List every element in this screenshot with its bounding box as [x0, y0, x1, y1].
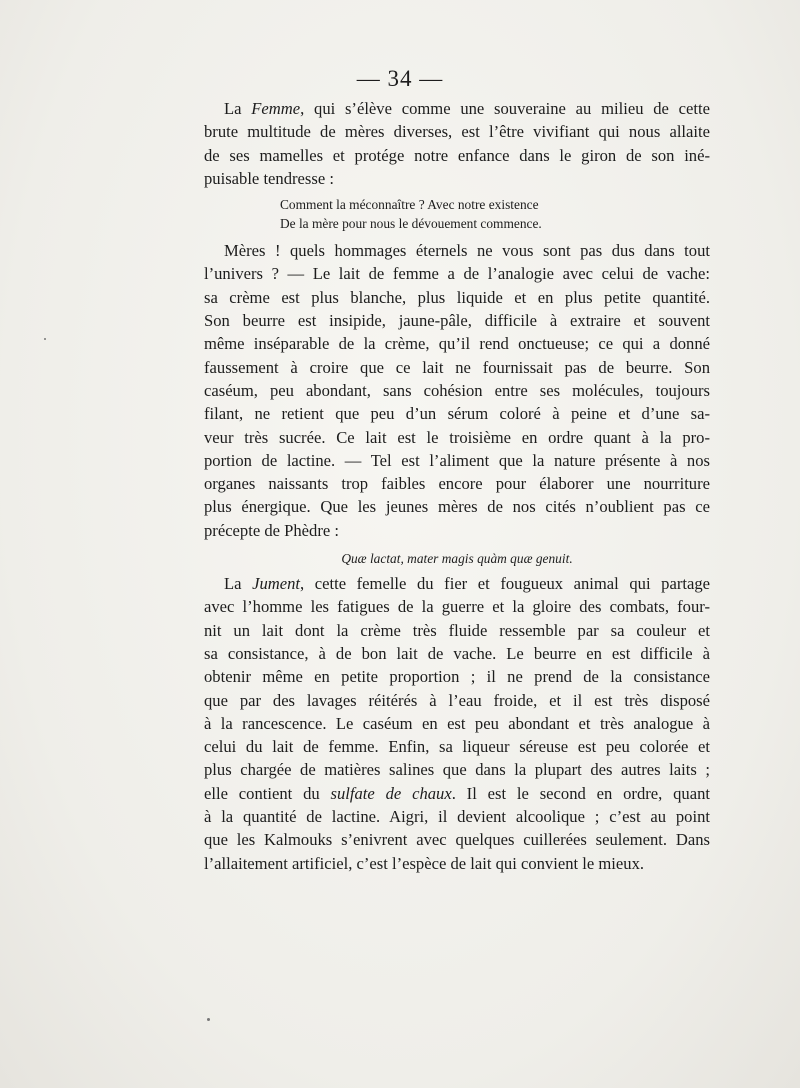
emphasis-jument: Jument: [252, 574, 301, 594]
latin-quote: Quæ lactat, mater magis quàm quæ genuit.: [341, 551, 573, 567]
text-line: caséum, peu abondant, sans cohésion entre ses molécules, toujours: [204, 380, 710, 400]
text-line: portion de lactine. — Tel est l’aliment que la nature présente à nos: [204, 450, 710, 470]
text-line: à la quantité de lactine. Aigri, il devient alcoolique ; c’est au point: [204, 807, 710, 827]
text-line: filant, ne retient que peu d’un sérum coloré à peine et d’une sa-: [204, 404, 710, 424]
text-line: celui du lait de femme. Enfin, sa liqueur séreuse est peu colorée et: [204, 737, 710, 757]
text-line: veur très sucrée. Ce lait est le troisième en ordre quant à la pro-: [204, 427, 710, 447]
text-line: nit un lait dont la crème très fluide ressemble par sa couleur et: [204, 620, 710, 640]
text-line: plus énergique. Que les jeunes mères de nos cités n’oublient pas ce: [204, 497, 710, 517]
text-line: que par des lavages réitérés à l’eau froide, et il est très disposé: [204, 690, 710, 710]
verse-quote: [280, 195, 710, 233]
text-line: sa consistance, à de bon lait de vache. Le beurre en est difficile à: [204, 643, 710, 663]
text-line: Son beurre est insipide, jaune-pâle, difficile à extraire et souvent: [204, 311, 710, 331]
body-text: [204, 97, 710, 875]
text-line: à la rancescence. Le caséum en est peu abondant et très analogue à: [204, 713, 710, 733]
text-line: l’allaitement artificiel, c’est l’espèce de lait qui convient le mieux.: [204, 853, 645, 873]
text-line: La Femme, qui s’élève comme une souveraine au milieu de cette: [224, 99, 710, 118]
verse-line-1: Comment la méconnaître ? Avec notre existence: [280, 197, 539, 213]
text-line: sa crème est plus blanche, plus liquide et en plus petite quantité.: [204, 287, 710, 307]
text-line: avec l’homme les fatigues de la guerre et la gloire des combats, four-: [204, 597, 710, 617]
text-line: l’univers ? — Le lait de femme a de l’analogie avec celui de vache:: [204, 264, 710, 284]
page-number: — 34 —: [356, 66, 444, 91]
paragraph-jument: [204, 572, 710, 875]
emphasis-sulfate: sulfate de chaux: [330, 783, 452, 803]
text-line: La Jument, cette femelle du fier et fougueux animal qui partage: [224, 574, 710, 594]
text-line: brute multitude de mères diverses, est l’être vivifiant qui nous allaite: [204, 122, 710, 142]
paper-speck: [207, 1018, 210, 1021]
text-line: plus chargée de matières salines que dans la plupart des autres laits ;: [204, 760, 710, 780]
paper-speck: [44, 338, 46, 340]
text-line: organes naissants trop faibles encore pour élaborer une nourriture: [204, 474, 710, 494]
text-line: que les Kalmouks s’enivrent avec quelques cuillerées seulement. Dans: [204, 830, 710, 850]
text-line: faussement à croire que ce lait ne fournissait pas de beurre. Son: [204, 357, 710, 377]
text-line: elle contient du sulfate de chaux. Il est le second en ordre, quant: [204, 783, 710, 803]
emphasis-femme: Femme: [251, 99, 301, 118]
text-line: obtenir même en petite proportion ; il ne prend de la consistance: [204, 667, 710, 687]
verse-line-2: De la mère pour nous le dévouement commence.: [280, 216, 542, 232]
text-line: puisable tendresse :: [204, 168, 334, 188]
paragraph-femme: [204, 97, 710, 190]
text-line: précepte de Phèdre :: [204, 520, 339, 540]
text-line: Mères ! quels hommages éternels ne vous sont pas dus dans tout: [224, 241, 710, 261]
paragraph-meres: [204, 239, 710, 542]
text-line: de ses mamelles et protége notre enfance dans le giron de son iné-: [204, 145, 710, 165]
text-line: même inséparable de la crème, qu’il rend onctueuse; ce qui a donné: [204, 334, 710, 354]
